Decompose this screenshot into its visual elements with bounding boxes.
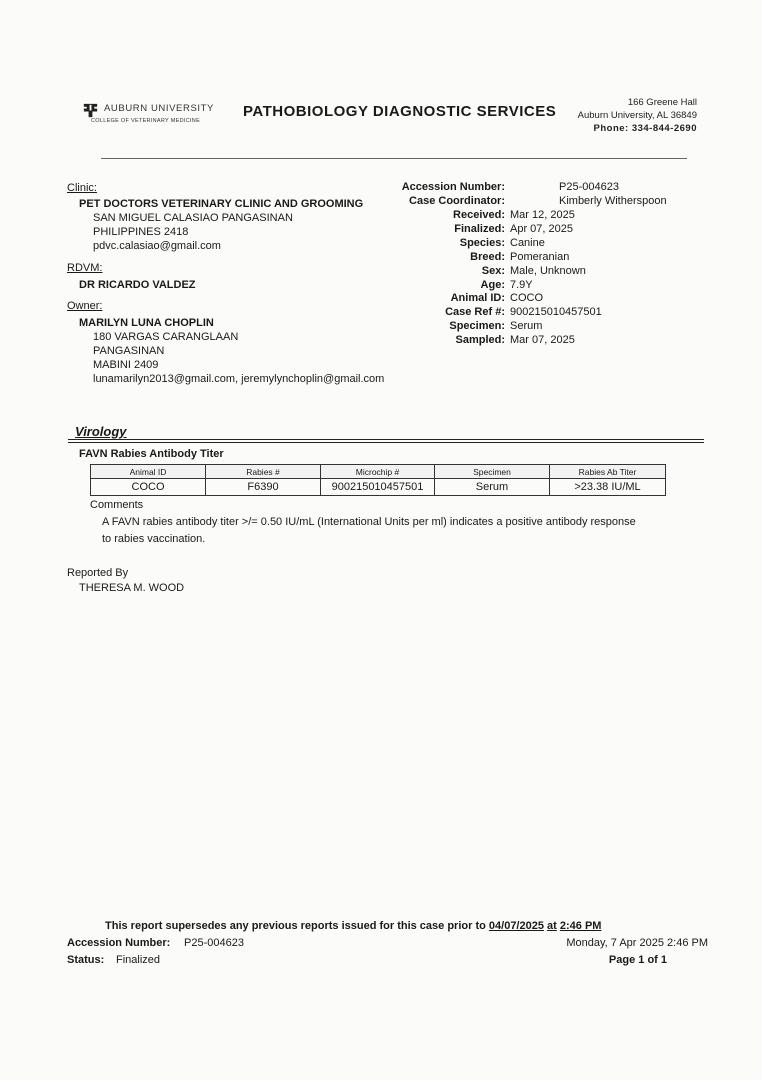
cell-specimen: Serum <box>435 479 550 496</box>
sex-label: Sex: <box>481 265 505 277</box>
table-header-row <box>91 465 666 479</box>
cell-microchip: 900215010457501 <box>321 479 435 496</box>
address-line-2: Auburn University, AL 36849 <box>577 110 697 121</box>
cell-animal-id: COCO <box>91 479 206 496</box>
column-header-titer: Rabies Ab Titer <box>550 465 666 479</box>
supersede-at: at <box>547 920 557 932</box>
animal-id-label: Animal ID: <box>450 292 505 304</box>
clinic-address-line-1: SAN MIGUEL CALASIAO PANGASINAN <box>93 212 293 224</box>
case-coordinator-label: Case Coordinator: <box>409 195 505 207</box>
clinic-label: Clinic: <box>67 182 97 194</box>
owner-label: Owner: <box>67 300 103 312</box>
breed-value: Pomeranian <box>510 251 570 263</box>
sampled-value: Mar 07, 2025 <box>510 334 575 346</box>
owner-emails: lunamarilyn2013@gmail.com, jeremylynchoplin@gmail.com <box>93 373 385 385</box>
university-name: AUBURN UNIVERSITY <box>104 103 214 114</box>
sex-value: Male, Unknown <box>510 265 586 277</box>
clinic-address-line-2: PHILIPPINES 2418 <box>93 226 189 238</box>
page-title: PATHOBIOLOGY DIAGNOSTIC SERVICES <box>243 103 557 120</box>
comment-text: A FAVN rabies antibody titer >/= 0.50 IU/mL (International Units per ml) indicates a positive antibody response to rabies vaccination. <box>102 516 636 545</box>
supersede-time: 2:46 PM <box>559 920 602 932</box>
footer-accession-value: P25-004623 <box>184 937 244 949</box>
supersede-date: 04/07/2025 <box>488 920 544 932</box>
breed-label: Breed: <box>470 251 505 263</box>
section-divider-double <box>68 442 704 443</box>
cell-titer: >23.38 IU/ML <box>550 479 666 496</box>
accession-number-value: P25-004623 <box>559 181 619 193</box>
column-header-microchip: Microchip # <box>321 465 435 479</box>
reported-by-label: Reported By <box>67 567 129 579</box>
test-name: FAVN Rabies Antibody Titer <box>79 448 224 460</box>
owner-address-line-1: 180 VARGAS CARANGLAAN <box>93 331 239 343</box>
sampled-label: Sampled: <box>455 334 505 346</box>
age-label: Age: <box>480 279 505 291</box>
cell-rabies-number: F6390 <box>206 479 321 496</box>
received-value: Mar 12, 2025 <box>510 209 575 221</box>
table-row <box>91 479 666 496</box>
clinic-email: pdvc.calasiao@gmail.com <box>93 240 221 252</box>
accession-number-label: Accession Number: <box>401 181 505 193</box>
owner-address-line-3: MABINI 2409 <box>93 359 159 371</box>
section-divider <box>68 439 704 440</box>
rdvm-label: RDVM: <box>67 262 103 274</box>
reporter-name: THERESA M. WOOD <box>79 582 185 594</box>
address-line-1: 166 Greene Hall <box>627 97 697 108</box>
college-name: COLLEGE OF VETERINARY MEDICINE <box>91 118 201 124</box>
age-value: 7.9Y <box>510 279 533 291</box>
owner-name: MARILYN LUNA CHOPLIN <box>79 317 214 329</box>
supersede-text: This report supersedes any previous reports issued for this case prior to <box>105 920 486 932</box>
case-coordinator-value: Kimberly Witherspoon <box>559 195 667 207</box>
clinic-name: PET DOCTORS VETERINARY CLINIC AND GROOMING <box>79 198 364 210</box>
rdvm-name: DR RICARDO VALDEZ <box>79 279 196 291</box>
specimen-value: Serum <box>510 320 543 332</box>
footer-status-label: Status: <box>67 954 105 966</box>
case-ref-label: Case Ref #: <box>445 306 505 318</box>
column-header-rabies-number: Rabies # <box>206 465 321 479</box>
section-title-virology: Virology <box>75 424 127 439</box>
page-number: Page 1 of 1 <box>608 954 667 966</box>
printed-datetime: Monday, 7 Apr 2025 2:46 PM <box>566 937 708 949</box>
finalized-value: Apr 07, 2025 <box>510 223 573 235</box>
column-header-specimen: Specimen <box>435 465 550 479</box>
received-label: Received: <box>453 209 505 221</box>
comments-label: Comments <box>90 499 144 511</box>
finalized-label: Finalized: <box>454 223 505 235</box>
footer-status-value: Finalized <box>116 954 161 966</box>
supersede-notice <box>105 920 601 932</box>
case-ref-value: 900215010457501 <box>510 306 602 318</box>
phone-number: Phone: 334-844-2690 <box>593 123 697 134</box>
header-divider <box>101 158 687 159</box>
owner-address-line-2: PANGASINAN <box>93 345 165 357</box>
column-header-animal-id: Animal ID <box>91 465 206 479</box>
species-label: Species: <box>459 237 505 249</box>
animal-id-value: COCO <box>510 292 543 304</box>
results-table <box>90 464 666 496</box>
species-value: Canine <box>510 237 545 249</box>
footer-accession-label: Accession Number: <box>67 937 171 949</box>
specimen-label: Specimen: <box>449 320 505 332</box>
